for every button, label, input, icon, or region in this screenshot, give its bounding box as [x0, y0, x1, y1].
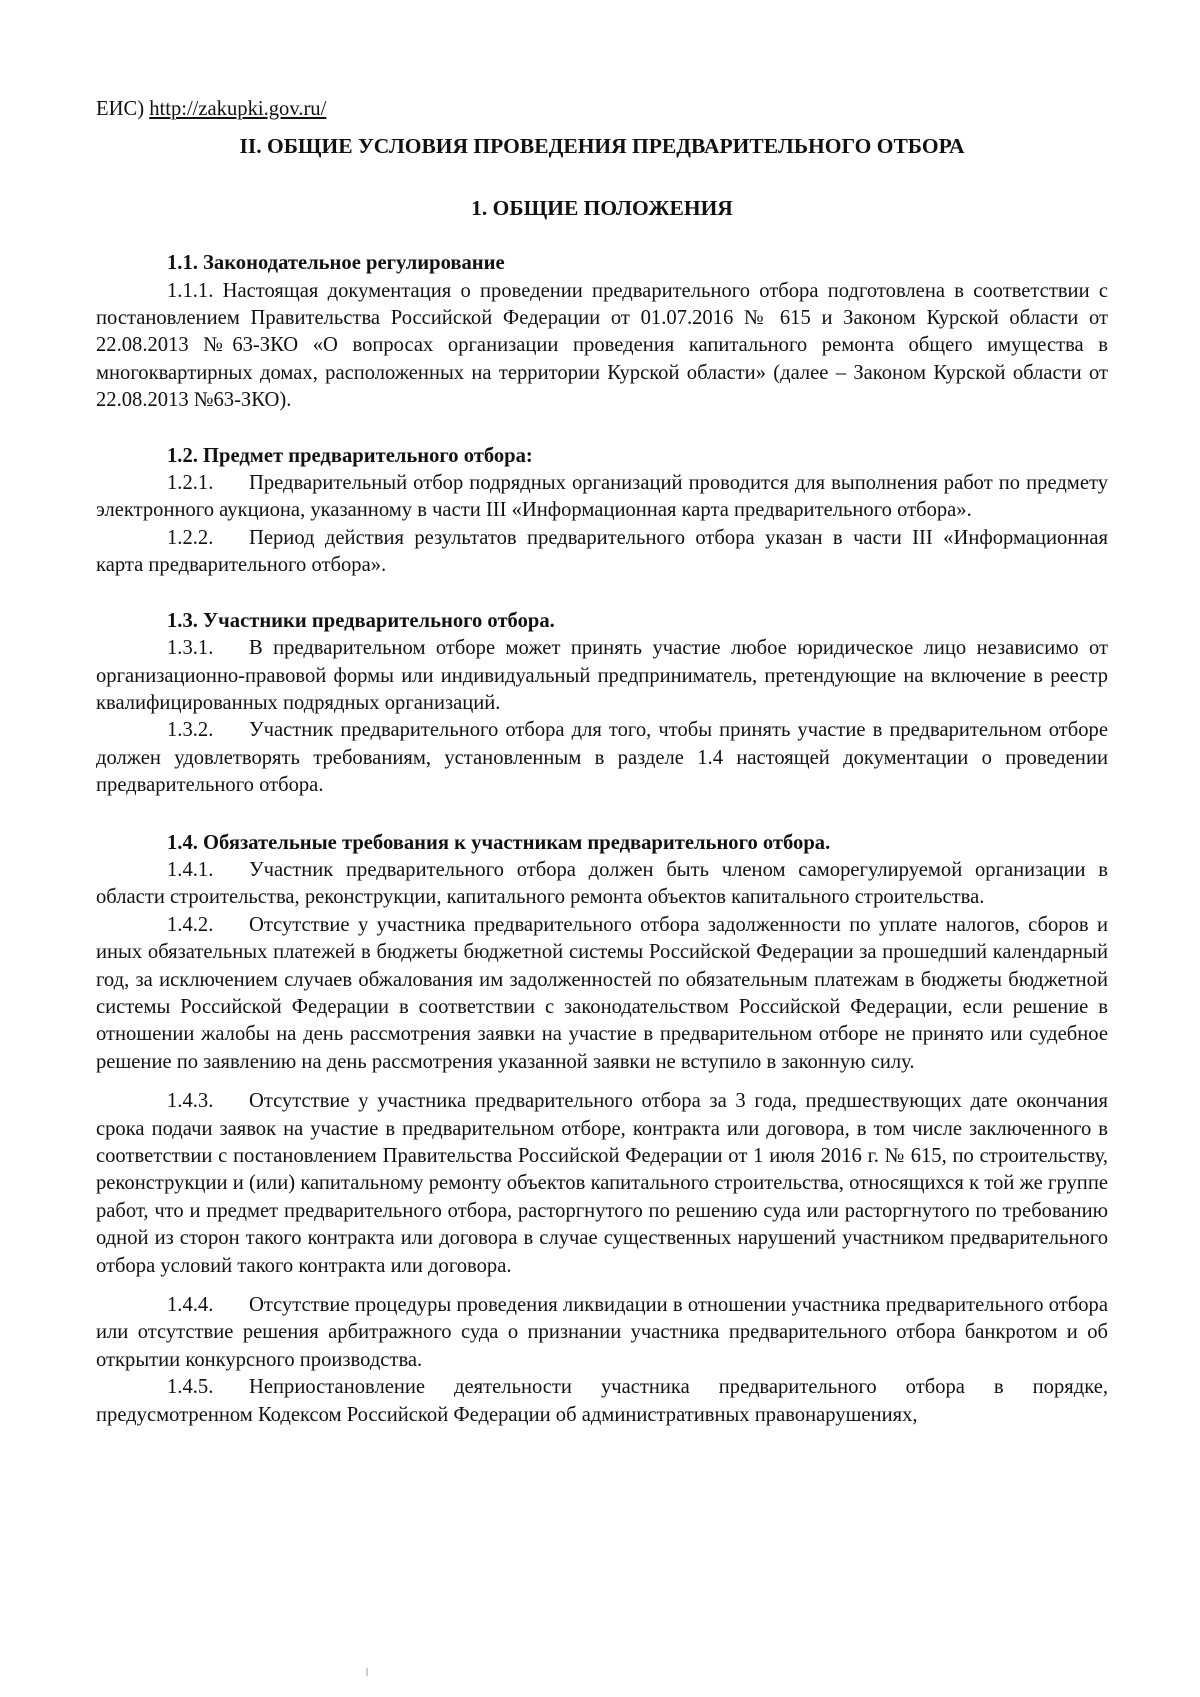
- heading-1-4: 1.4. Обязательные требования к участникам предварительного отбора.: [167, 831, 831, 854]
- chapter-title: 1. ОБЩИЕ ПОЛОЖЕНИЯ: [471, 195, 733, 220]
- header-line: [96, 96, 1108, 123]
- paragraph-number: 1.4.1.: [167, 858, 214, 881]
- paragraph-text: Неприостановление деятельности участника предварительного отбора в порядке, предусмотренном Кодексом Российской Федерации об административных правонарушениях,: [96, 1376, 1108, 1426]
- paragraph-1-4-2: [96, 912, 1108, 1076]
- paragraph-number: 1.2.2.: [167, 526, 214, 549]
- paragraph-number: 1.4.3.: [167, 1090, 214, 1113]
- paragraph-number: 1.3.1.: [167, 637, 214, 660]
- paragraph-text: Отсутствие процедуры проведения ликвидации в отношении участника предварительного отбора или отсутствие решения арбитражного суда о признании участника предварительного отбора банкротом и об открытии конкурсного производства.: [96, 1294, 1108, 1371]
- paragraph-text: Отсутствие у участника предварительного отбора за 3 года, предшествующих дате окончания срока подачи заявок на участие в предварительном отборе, контракта или договора, в том числе заключенного в соответствии с постановлением Правительства Российской Федерации от 1 июля 2016 г. № 615, по строительству, реконструкции и (или) капитальному ремонту объектов капитального строительства, относящихся к той же группе работ, что и предмет предварительного отбора, расторгнутого по решению суда или расторгнутого по требованию одной из сторон такого контракта или договора в случае существенных нарушений участником предварительного отбора условий такого контракта или договора.: [96, 1090, 1108, 1277]
- heading-1-2: 1.2. Предмет предварительного отбора:: [167, 444, 533, 467]
- paragraph-text: Участник предварительного отбора должен быть членом саморегулируемой организации в области строительства, реконструкции, капитального ремонта объектов капитального строительства.: [96, 858, 1108, 909]
- paragraph-1-2-1: [96, 470, 1108, 525]
- paragraph-number: 1.4.4.: [167, 1294, 214, 1317]
- paragraph-number: 1.3.2.: [167, 719, 214, 742]
- scan-artifact: [366, 1668, 368, 1676]
- paragraph-number: 1.2.1.: [167, 472, 214, 495]
- paragraph-text: Отсутствие у участника предварительного отбора задолженности по уплате налогов, сборов и иных обязательных платежей в бюджеты бюджетной системы Российской Федерации за прошедший календарный год, за исключением случаев обжалования им задолженностей по обязательным платежам в бюджеты бюджетной системы Российской Федерации в соответствии с законодательством Российской Федерации, если решение в отношении жалобы на день рассмотрения заявки на участие в предварительном отборе не принято или судебное решение по заявлению на день рассмотрения указанной заявки не вступило в законную силу.: [96, 913, 1108, 1073]
- paragraph-text: В предварительном отборе может принять участие любое юридическое лицо независимо от организационно-правовой формы или индивидуальный предприниматель, претендующие на включение в реестр квалифицированных подрядных организаций.: [96, 637, 1108, 714]
- paragraph-1-3-2: [96, 717, 1108, 799]
- heading-1-3: 1.3. Участники предварительного отбора.: [167, 609, 555, 632]
- paragraph-1-4-1: [96, 857, 1108, 912]
- document-page: [96, 96, 1108, 1429]
- paragraph-text: Участник предварительного отбора для того, чтобы принять участие в предварительном отборе должен удовлетворять требованиям, установленным в разделе 1.4 настоящей документации о проведении предварительного отбора.: [96, 719, 1108, 797]
- paragraph-1-3-1: [96, 635, 1108, 717]
- paragraph-number: 1.4.5.: [167, 1376, 214, 1399]
- paragraph-1-4-3: [96, 1088, 1108, 1280]
- heading-1-1: 1.1. Законодательное регулирование: [167, 252, 505, 275]
- paragraph-text: Предварительный отбор подрядных организаций проводится для выполнения работ по предмету электронного аукциона, указанному в части III «Информационная карта предварительного отбора».: [96, 472, 1108, 522]
- paragraph-text: Период действия результатов предварительного отбора указан в части III «Информационная карта предварительного отбора».: [96, 526, 1108, 577]
- header-prefix: ЕИС): [96, 98, 150, 120]
- zakupki-link[interactable]: http://zakupki.gov.ru/: [149, 98, 327, 120]
- paragraph-number: 1.4.2.: [167, 913, 214, 936]
- paragraph-1-2-2: [96, 525, 1108, 580]
- paragraph-1-4-5: [96, 1374, 1108, 1429]
- section-title: II. ОБЩИЕ УСЛОВИЯ ПРОВЕДЕНИЯ ПРЕДВАРИТЕЛЬНОГО ОТБОРА: [239, 134, 965, 159]
- paragraph-1-1-1: 1.1.1. Настоящая документация о проведении предварительного отбора подготовлена в соответствии с постановлением Правительства Российской Федерации от 01.07.2016 № 615 и Законом Курской области от 22.08.2013 №63-ЗКО «О вопросах организации проведения капитального ремонта общего имущества в многоквартирных домах, расположенных на территории Курской области» (далее – Законом Курской области от 22.08.2013 №63-ЗКО).: [96, 279, 1108, 412]
- paragraph-1-4-4: [96, 1292, 1108, 1374]
